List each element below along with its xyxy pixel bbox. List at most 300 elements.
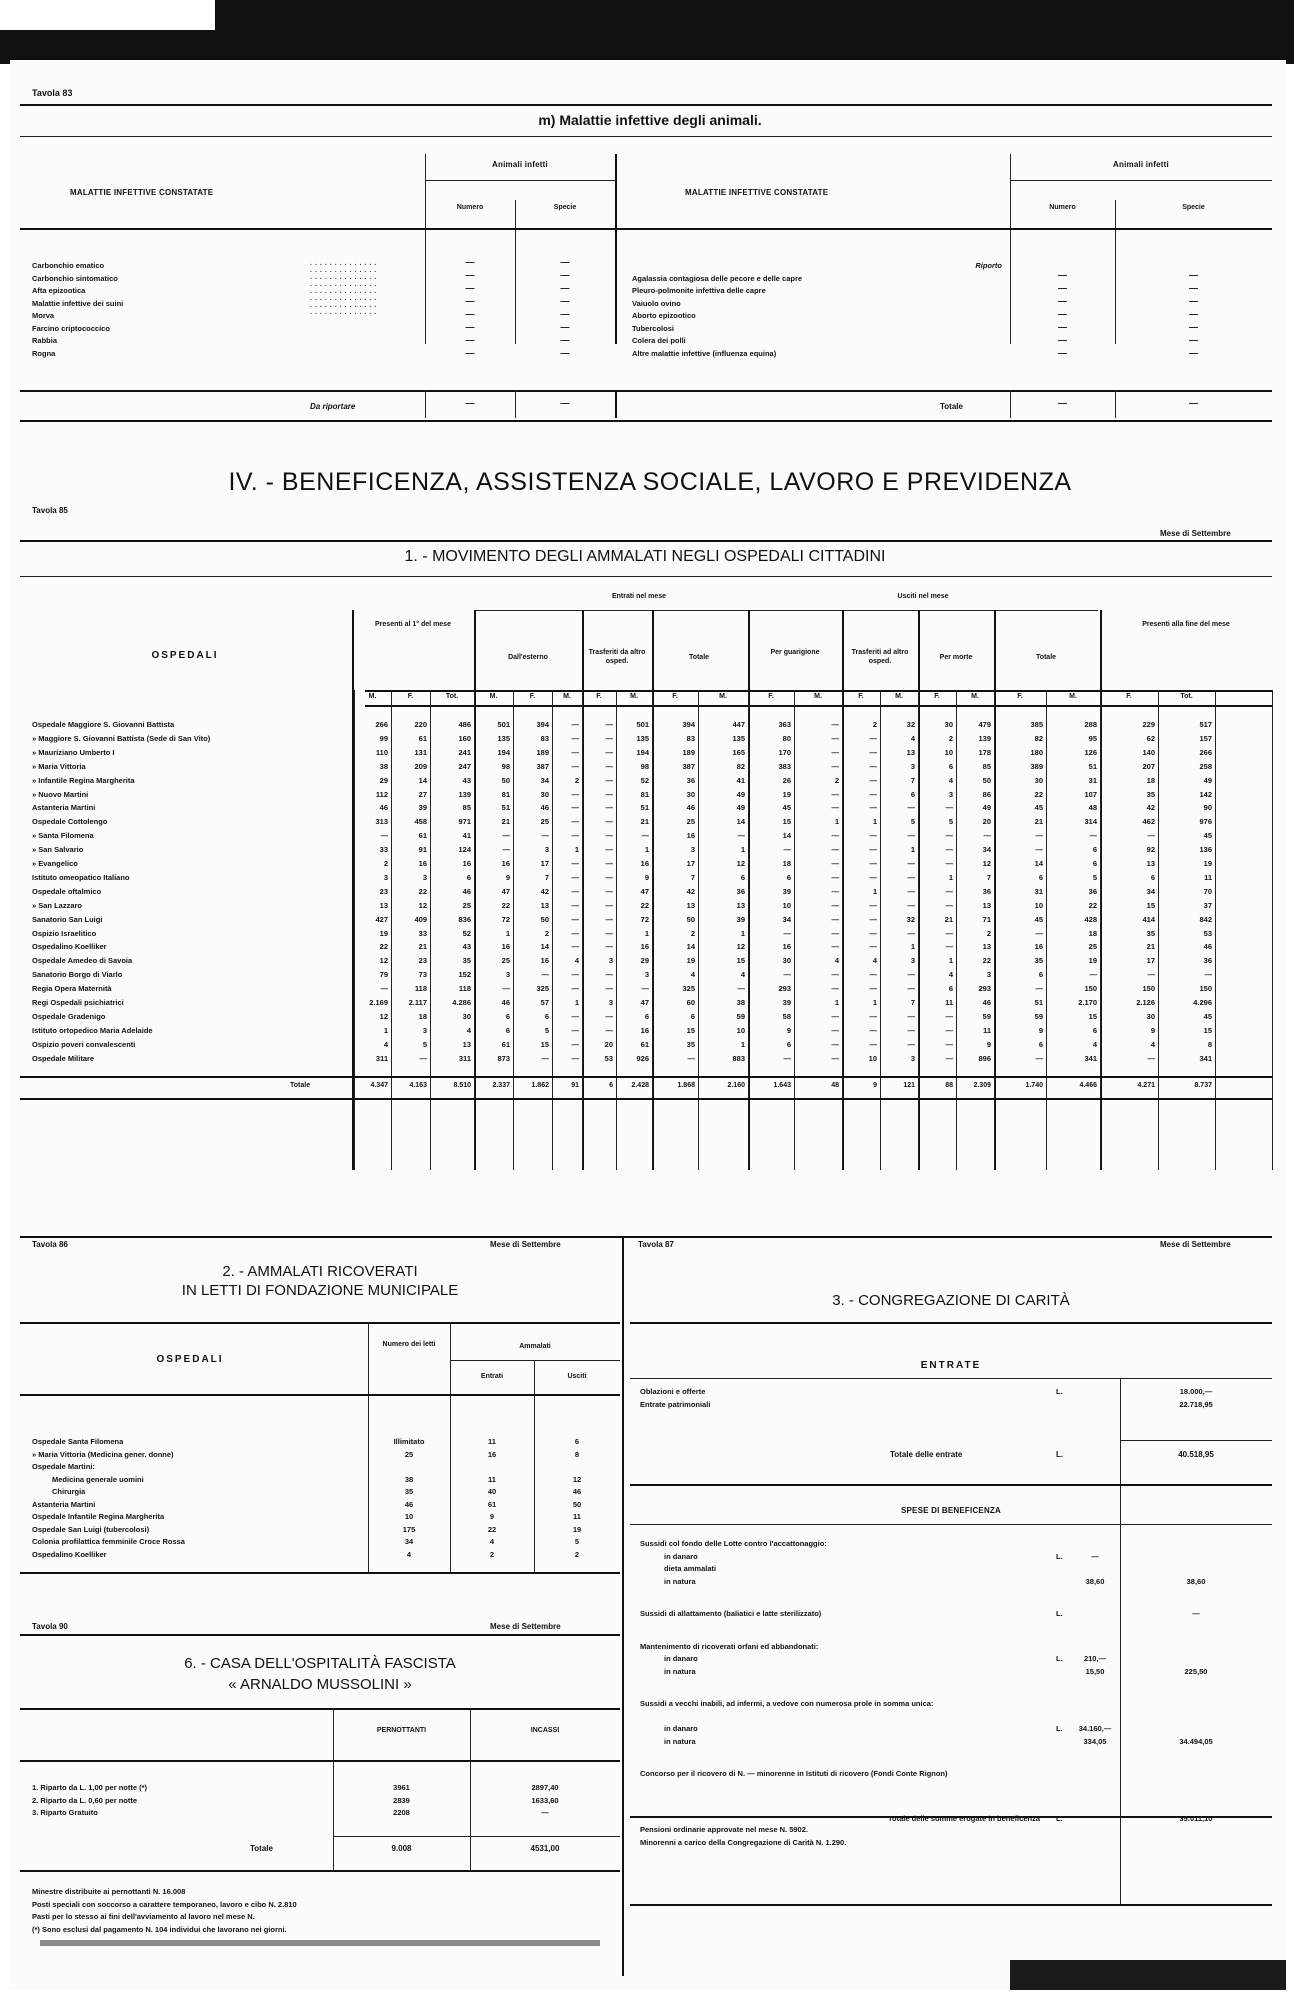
cell-value: 16 [640, 859, 649, 868]
cell-value: 59 [1034, 1011, 1043, 1021]
cell-value: 9 [786, 1025, 791, 1035]
cell-value: 30 [782, 956, 791, 966]
cell-value: 7 [544, 872, 549, 882]
cell-value: 16 [640, 942, 649, 952]
cell-value: 1 [948, 956, 953, 966]
cell-value: 46 [982, 998, 991, 1007]
cell-value: — [831, 984, 839, 994]
cell-value: 6 [948, 761, 953, 771]
cell-value: 363 [778, 720, 791, 729]
leader-dots: .............. .............. .............. .............. .............. .............. .............. .............. [310, 260, 380, 316]
cell-value: 48 [1088, 803, 1097, 813]
total-value: 4.347 [370, 1081, 388, 1089]
rule [20, 1322, 620, 1324]
sex-col-header: F. [596, 693, 602, 700]
sex-col-header: M. [368, 693, 377, 700]
cell-value: 462 [1142, 817, 1155, 827]
cell-value: — [1147, 831, 1155, 841]
cell-value: 22 [982, 956, 991, 966]
cell-value: — [869, 789, 877, 799]
cell-value: 45 [1034, 914, 1043, 924]
cell-value: — [502, 831, 510, 841]
cell-value: 2.126 [1136, 998, 1155, 1007]
cell-value: 16 [501, 859, 510, 868]
cell-value: 92 [1146, 845, 1155, 855]
table3-entrate-rows: Oblazioni e offerte Entrate patrimoniali [640, 1387, 711, 1409]
cell-value: — [571, 789, 579, 799]
cell-value: 383 [778, 761, 791, 771]
sex-col-header: F. [1017, 693, 1023, 700]
cell-value: 142 [1199, 789, 1212, 799]
cell-value: 3 [948, 789, 953, 799]
m-col-animals-right: Animali infetti [1113, 160, 1169, 169]
m-right-row: Altre malattie infettive (influenza equina) [632, 348, 777, 358]
cell-value: 7 [910, 775, 915, 785]
cell-value: 458 [414, 817, 427, 827]
cell-value: — [571, 970, 579, 980]
cell-value: 25 [686, 817, 695, 827]
cell-value: 79 [379, 970, 388, 980]
table2-entrati: 11 16 11 40 61 9 22 4 2 [487, 1437, 497, 1559]
cell-value: 110 [375, 747, 388, 757]
cell-value: — [571, 817, 579, 827]
cell-value: 13 [462, 1039, 471, 1049]
cell-value: 112 [375, 789, 388, 799]
m-right-row: Pleuro-polmonite infettiva delle capre [632, 286, 766, 295]
cell-value: 46 [501, 998, 510, 1007]
cell-value: 4 [690, 970, 695, 980]
cell-value: — [869, 1011, 877, 1021]
cell-value: 34 [540, 775, 549, 785]
rule [20, 1236, 630, 1238]
cell-value: 6 [1092, 845, 1097, 855]
cell-value: 45 [1203, 1011, 1212, 1021]
cell-value: 85 [462, 803, 471, 813]
cell-value: — [907, 984, 915, 994]
cell-value: 35 [1146, 789, 1155, 799]
cell-value: 4 [948, 775, 953, 785]
cell-value: 842 [1199, 914, 1212, 924]
cell-value: 10 [1034, 900, 1043, 910]
cell-value: 1 [872, 817, 877, 827]
cell-value: 1 [872, 886, 877, 896]
cell-value: 36 [736, 886, 745, 896]
m-left-row: Rogna [32, 348, 56, 358]
cell-value: 2.117 [408, 998, 427, 1007]
cell-value: — [571, 1053, 579, 1063]
cell-value: — [605, 984, 613, 994]
cell-value: 19 [1203, 859, 1212, 868]
sex-col-header: F. [934, 693, 940, 700]
cell-value: 135 [497, 733, 510, 743]
cell-value: 3 [986, 970, 991, 980]
cell-value: 14 [1034, 859, 1043, 868]
table1-col-presenti-fine: Presenti alla fine del mese [1142, 621, 1230, 628]
cell-value: — [907, 1011, 915, 1021]
table6-totale-pern: 9.008 [391, 1844, 412, 1853]
cell-value: 14 [736, 817, 745, 827]
cell-value: 2 [834, 775, 839, 785]
hospital-name: » Mauriziano Umberto I [32, 747, 115, 757]
sex-col-header: F. [1126, 693, 1132, 700]
cell-value: — [869, 761, 877, 771]
cell-value: 293 [778, 984, 791, 994]
cell-value: 9 [986, 1039, 991, 1049]
sex-col-header: M. [563, 693, 571, 700]
table1-totale-label: Totale [290, 1081, 311, 1089]
cell-value: 6 [1092, 859, 1097, 868]
cell-value: — [907, 872, 915, 882]
m-right-species: — — — — — — — [1189, 270, 1198, 358]
m-col-number: Numero [456, 204, 484, 211]
m-right-row: Colera dei polli [632, 336, 686, 345]
cell-value: 6 [1038, 1039, 1043, 1049]
cell-value: 6 [1150, 872, 1155, 882]
hospital-name: Ospedalino Koelliker [32, 942, 107, 952]
cell-value: 4 [1150, 1039, 1155, 1049]
rule [20, 1394, 620, 1396]
cell-value: 57 [540, 998, 549, 1007]
cell-value: 45 [782, 803, 791, 813]
cell-value: 15 [782, 817, 791, 827]
cell-value: 22 [379, 942, 388, 952]
total-value: 9 [873, 1081, 877, 1089]
col-rule [515, 390, 516, 418]
cell-value: 16 [462, 859, 471, 868]
sex-col-header: M. [489, 693, 498, 700]
cell-value: — [605, 886, 613, 896]
m-right-row: Agalassia contagiosa delle pecore e delle capre [632, 273, 803, 283]
scan-white-corner [0, 0, 215, 30]
cell-value: 46 [462, 886, 471, 896]
cell-value: 6 [1038, 970, 1043, 980]
cell-value: 26 [782, 775, 791, 785]
cell-value: 52 [640, 775, 649, 785]
cell-value: 17 [540, 859, 549, 868]
cell-value: — [1035, 984, 1043, 994]
hospital-name: Ospedale Cottolengo [32, 817, 108, 827]
cell-value: — [605, 789, 613, 799]
rule [20, 1572, 620, 1574]
hospital-name: Ospedale Amedeo di Savoia [32, 956, 133, 966]
cell-value: 1 [574, 998, 579, 1007]
table2-col-ospedali: OSPEDALI [156, 1354, 224, 1365]
m-left-row: Morva [32, 311, 55, 320]
cell-value: — [571, 1039, 579, 1049]
cell-value: 12 [418, 900, 427, 910]
cell-value: — [869, 872, 877, 882]
total-value: 8.737 [1194, 1081, 1212, 1089]
total-value: 8.510 [453, 1081, 471, 1089]
cell-value: 118 [414, 984, 427, 994]
table2-col-entrati: Entrati [480, 1373, 504, 1380]
cell-value: 1 [834, 817, 839, 827]
cell-value: — [571, 942, 579, 952]
sex-col-header: Tot. [445, 693, 459, 700]
cell-value: — [571, 984, 579, 994]
cell-value: 170 [778, 747, 791, 757]
cell-value: 23 [379, 886, 388, 896]
cell-value: — [605, 942, 613, 952]
total-value: 1.643 [773, 1081, 791, 1089]
cell-value: 25 [462, 900, 471, 910]
sex-col-header: F. [858, 693, 864, 700]
cell-value: 136 [1199, 845, 1212, 855]
cell-value: 51 [640, 803, 649, 813]
cell-value: 4 [574, 956, 579, 966]
cell-value: 82 [736, 761, 745, 771]
cell-value: 1 [505, 928, 510, 938]
hospital-name: Sanatorio Borgo di Viarlo [32, 970, 123, 980]
cell-value: — [869, 970, 877, 980]
m-left-row: Farcino criptococcico [32, 323, 110, 333]
cell-value: 165 [732, 747, 745, 757]
cell-value: — [831, 1025, 839, 1035]
cell-value: 14 [686, 942, 695, 952]
cell-value: — [869, 733, 877, 743]
cell-value: 5 [544, 1025, 549, 1035]
m-col-species: Specie [553, 204, 577, 211]
m-col-number-right: Numero [1049, 204, 1076, 211]
cell-value: — [571, 733, 579, 743]
total-value: 91 [571, 1081, 579, 1089]
cell-value: 258 [1199, 761, 1212, 771]
cell-value: 18 [1146, 775, 1155, 785]
cell-value: 126 [1084, 747, 1097, 757]
cell-value: 13 [982, 900, 991, 910]
col-rule [1010, 390, 1011, 418]
cell-value: — [605, 831, 613, 841]
cell-value: 47 [640, 998, 649, 1007]
cell-value: — [605, 859, 613, 868]
cell-value: — [869, 984, 877, 994]
cell-value: — [1089, 970, 1097, 980]
table1-col-presenti-inizio: Presenti al 1° del mese [375, 621, 451, 628]
table2-title2: IN LETTI DI FONDAZIONE MUNICIPALE [181, 1282, 459, 1299]
cell-value: — [945, 886, 953, 896]
cell-value: 61 [418, 733, 427, 743]
cell-value: — [541, 970, 549, 980]
cell-value: 95 [1088, 733, 1097, 743]
m-left-row: Rabbia [32, 336, 58, 345]
cell-value: 6 [786, 872, 791, 882]
cell-value: 135 [636, 733, 649, 743]
table3-spese-units: L. L. L. L. L. [1056, 1551, 1063, 1823]
cell-value: — [907, 803, 915, 813]
m-right-rows [632, 260, 1002, 360]
table3-totale-entrate-val: 40.518,95 [1178, 1450, 1214, 1459]
table2-col-letti: Numero dei letti [382, 1341, 436, 1348]
hospital-name: Ospedale Maggiore S. Giovanni Battista [32, 720, 175, 729]
cell-value: 35 [1034, 956, 1043, 966]
cell-value: 311 [375, 1053, 388, 1063]
cell-value: 517 [1199, 720, 1212, 729]
cell-value: — [1035, 831, 1043, 841]
cell-value: 49 [1203, 775, 1212, 785]
cell-value: 325 [682, 984, 695, 994]
cell-value: — [869, 803, 877, 813]
cell-value: 16 [501, 942, 510, 952]
cell-value: 47 [640, 886, 649, 896]
da-riportare-num: — [465, 398, 475, 408]
cell-value: 3 [422, 1025, 427, 1035]
cell-value: — [571, 761, 579, 771]
cell-value: — [605, 733, 613, 743]
cell-value: 10 [944, 747, 953, 757]
tavola-83-label: Tavola 83 [32, 88, 73, 98]
cell-value: — [869, 1039, 877, 1049]
sex-col-header: F. [407, 693, 414, 700]
cell-value: 4 [740, 970, 745, 980]
cell-value: — [737, 984, 745, 994]
cell-value: 22 [1034, 789, 1043, 799]
cell-value: 21 [1146, 942, 1155, 952]
cell-value: 394 [682, 720, 695, 729]
cell-value: — [571, 831, 579, 841]
cell-value: — [1147, 970, 1155, 980]
rule [20, 1634, 620, 1636]
cell-value: 25 [540, 817, 549, 827]
cell-value: 1 [574, 845, 579, 855]
cell-value: 3 [505, 970, 510, 980]
cell-value: — [1035, 928, 1043, 938]
cell-value: 21 [640, 817, 649, 827]
cell-value: 8 [1207, 1039, 1212, 1049]
rule [630, 1524, 1272, 1525]
cell-value: — [831, 942, 839, 952]
hospital-name: Ospedale Militare [32, 1053, 95, 1063]
cell-value: — [571, 872, 579, 882]
cell-value: 13 [379, 900, 388, 910]
cell-value: 37 [1203, 900, 1212, 910]
m-col-diseases-right: MALATTIE INFETTIVE CONSTATATE [685, 188, 829, 197]
total-value: 4.163 [409, 1081, 427, 1089]
col-rule [1272, 690, 1273, 1170]
cell-value: 51 [1034, 998, 1043, 1007]
cell-value: 385 [1030, 720, 1043, 729]
cell-value: 4.286 [452, 998, 471, 1007]
cell-value: — [605, 803, 613, 813]
cell-value: — [605, 817, 613, 827]
rule [20, 1760, 620, 1762]
cell-value: 30 [944, 720, 953, 729]
table2-letti: Illimitato 25 38 35 46 10 175 34 4 [393, 1437, 425, 1559]
cell-value: 313 [375, 817, 388, 827]
cell-value: 22 [640, 900, 649, 910]
rule [630, 1378, 1272, 1379]
cell-value: 45 [1203, 831, 1212, 841]
cell-value: 50 [540, 914, 549, 924]
cell-value: — [641, 984, 649, 994]
sex-col-header: F. [768, 693, 774, 700]
table3-mese: Mese di Settembre [1160, 1240, 1231, 1249]
rule [333, 1836, 620, 1837]
cell-value: 60 [686, 998, 695, 1007]
hospital-name: Sanatorio San Luigi [32, 914, 103, 924]
cell-value: — [907, 928, 915, 938]
cell-value: — [605, 914, 613, 924]
scan-shadow [1010, 1960, 1286, 1990]
cell-value: 19 [379, 928, 388, 938]
cell-value: — [831, 747, 839, 757]
cell-value: 23 [418, 956, 427, 966]
totale-label: Totale [940, 402, 963, 411]
cell-value: 25 [1088, 942, 1097, 952]
cell-value: 6 [644, 1011, 649, 1021]
total-value: 2.160 [727, 1081, 745, 1089]
rule [20, 390, 1272, 392]
cell-value: 3 [910, 761, 915, 771]
cell-value: 39 [736, 914, 745, 924]
cell-value: — [831, 1039, 839, 1049]
cell-value: 36 [686, 775, 695, 785]
cell-value: 189 [682, 747, 695, 757]
cell-value: 124 [458, 845, 471, 855]
rule [20, 576, 1272, 577]
cell-value: 15 [686, 1025, 695, 1035]
table3-notes: Pensioni ordinarie approvate nel mese N. 5902. Minorenni a carico della Congregazione di Carità N. 1.290. [640, 1825, 847, 1847]
cell-value: 21 [1034, 817, 1043, 827]
cell-value: 427 [375, 914, 388, 924]
cell-value: — [571, 914, 579, 924]
cell-value: 160 [458, 733, 471, 743]
cell-value: — [380, 984, 388, 994]
cell-value: — [831, 720, 839, 729]
da-riportare-label: Da riportare [310, 402, 356, 411]
cell-value: 90 [1203, 803, 1212, 813]
section-m-title: m) Malattie infettive degli animali. [538, 112, 762, 128]
table1-sub-trasferiti-da: Trasferiti da altro osped. [588, 649, 646, 665]
cell-value: 39 [782, 886, 791, 896]
table1-sub-guarigione: Per guarigione [770, 649, 820, 656]
cell-value: 16 [540, 956, 549, 966]
cell-value: 479 [978, 720, 991, 729]
cell-value: 30 [1146, 1011, 1155, 1021]
cell-value: 7 [690, 872, 695, 882]
cell-value: 51 [1088, 761, 1097, 771]
hospital-name: Istituto omeopatico Italiano [32, 872, 130, 882]
cell-value: — [1035, 845, 1043, 855]
cell-value: — [945, 845, 953, 855]
cell-value: 118 [458, 984, 471, 994]
cell-value: 5 [1092, 872, 1097, 882]
hospital-name: Ospizio Israelitico [32, 928, 97, 938]
table3-spese-rows: Sussidi col fondo delle Lotte contro l'accattonaggio: in danaro dieta ammalati in natura Sussidi di allattamento (baliatici e latte sterilizzato) Mantenimento di ricoverati orfani ed abbandonati: in danaro in natura Sussidi a vecchi inabili, ad infermi, a vedove con numerosa prole in somma unica: in danaro in natura Concorso per il ricovero di N. — minorenne in Istituti di ricovero (Fondi Conte Rignon) Totale delle somme erogate in beneficenza [640, 1539, 1040, 1823]
cell-value: — [945, 900, 953, 910]
cell-value: 17 [1146, 956, 1155, 966]
cell-value: 19 [686, 956, 695, 966]
rule [20, 104, 1272, 106]
col-rule [615, 154, 617, 344]
cell-value: 16 [1034, 942, 1043, 952]
cell-value: — [907, 900, 915, 910]
cell-value: 2.170 [1078, 998, 1097, 1007]
cell-value: 4 [910, 733, 915, 743]
cell-value: 22 [418, 886, 427, 896]
cell-value: 6 [786, 1039, 791, 1049]
cell-value: 16 [782, 942, 791, 952]
cell-value: — [831, 761, 839, 771]
cell-value: 1 [383, 1025, 388, 1035]
cell-value: 2 [986, 928, 991, 938]
cell-value: 1 [740, 1039, 745, 1049]
cell-value: 157 [1199, 733, 1212, 743]
rule [20, 540, 1272, 542]
m-left-row: Carbonchio sintomatico [32, 273, 118, 283]
cell-value: 35 [462, 956, 471, 966]
cell-value: 85 [982, 761, 991, 771]
cell-value: — [945, 859, 953, 868]
